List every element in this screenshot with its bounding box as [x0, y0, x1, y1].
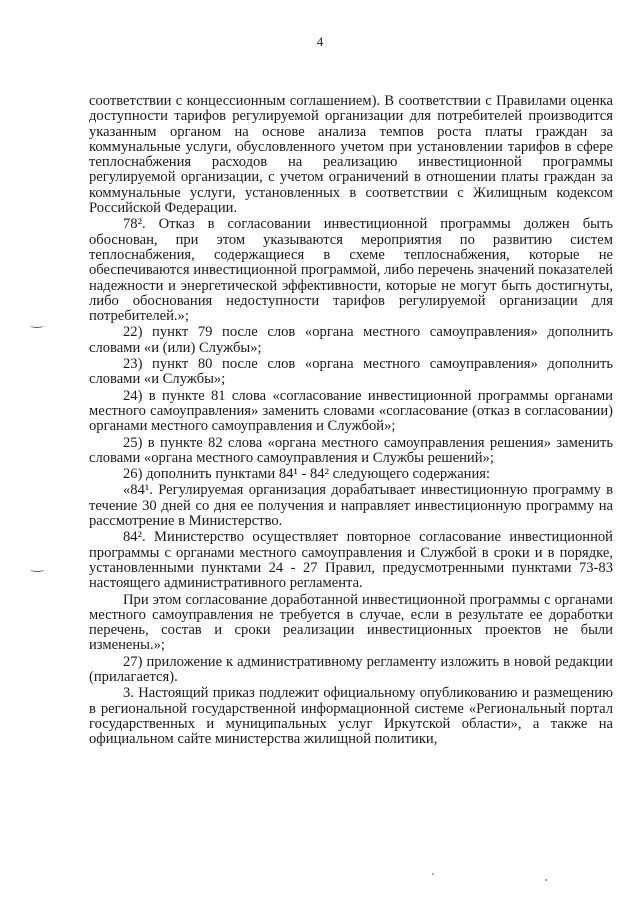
paragraph: соответствии с концессионным соглашением). В соответствии с Правилами оценка доступности тарифов регулируемой организации для потребителей производится указанным органом на основе анализа темпов роста платы граждан за коммунальные услуги, обусловленного учетом при установлении тарифов в сфере теплоснабжения расходов на реализацию инвестиционной программы регулируемой организации, с учетом ограничений в отношении платы граждан за коммунальные услуги, установленных в соответствии с Жилищным кодексом Российской Федерации.	[89, 93, 613, 217]
page-number: 4	[316, 34, 324, 49]
paragraph: 22) пункт 79 после слов «органа местного самоуправления» дополнить словами «и (или) Службы»;	[89, 324, 613, 356]
paragraph: 23) пункт 80 после слов «органа местного самоуправления» дополнить словами «и Службы»;	[89, 356, 613, 388]
paragraph: 26) дополнить пунктами 84¹ - 84² следующего содержания:	[123, 466, 491, 483]
paragraph: 78². Отказ в согласовании инвестиционной программы должен быть обоснован, при этом указываются мероприятия по развитию систем теплоснабжения, содержащиеся в схеме теплоснабжения, которые не обеспечиваются инвестиционной программой, либо перечень значений показателей надежности и энергетической эффективности, которые не могут быть достигнуты, либо обоснования недоступности тарифов регулируемой организации для потребителей.»;	[89, 216, 613, 325]
paragraph: При этом согласование доработанной инвестиционной программы с органами местного самоуправления не требуется в случае, если в результате ее доработки перечень, состав и сроки реализации инвестиционных проектов не были изменены.»;	[89, 591, 613, 654]
scan-speck	[545, 879, 547, 881]
scan-speck	[432, 873, 434, 875]
paragraph: 24) в пункте 81 слова «согласование инвестиционной программы органами местного самоуправления» заменить словами «согласование (отказ в согласовании) органами местного самоуправления и Службой»;	[89, 387, 613, 435]
paragraph: 25) в пункте 82 слова «органа местного самоуправления решения» заменить словами «органа местного самоуправления и Службы решений»;	[89, 434, 613, 466]
margin-mark	[30, 323, 44, 328]
margin-mark	[30, 567, 44, 572]
paragraph: 84². Министерство осуществляет повторное согласование инвестиционной программы с органами местного самоуправления и Службой в сроки и в порядке, установленными пунктами 24 - 27 Правил, предусмотренными пунктами 73-83 настоящего административного регламента.	[89, 529, 613, 592]
paragraph: «84¹. Регулируемая организация дорабатывает инвестиционную программу в течение 30 дней со дня ее получения и направляет инвестиционную программу на рассмотрение в Министерство.	[89, 482, 613, 530]
document-body	[89, 94, 613, 747]
paragraph: 3. Настоящий приказ подлежит официальному опубликованию и размещению в региональной государственной информационной системе «Региональный портал государственных и муниципальных услуг Иркутской области», а также на официальном сайте министерства жилищной политики,	[89, 685, 613, 748]
paragraph: 27) приложение к административному регламенту изложить в новой редакции (прилагается).	[89, 653, 613, 685]
